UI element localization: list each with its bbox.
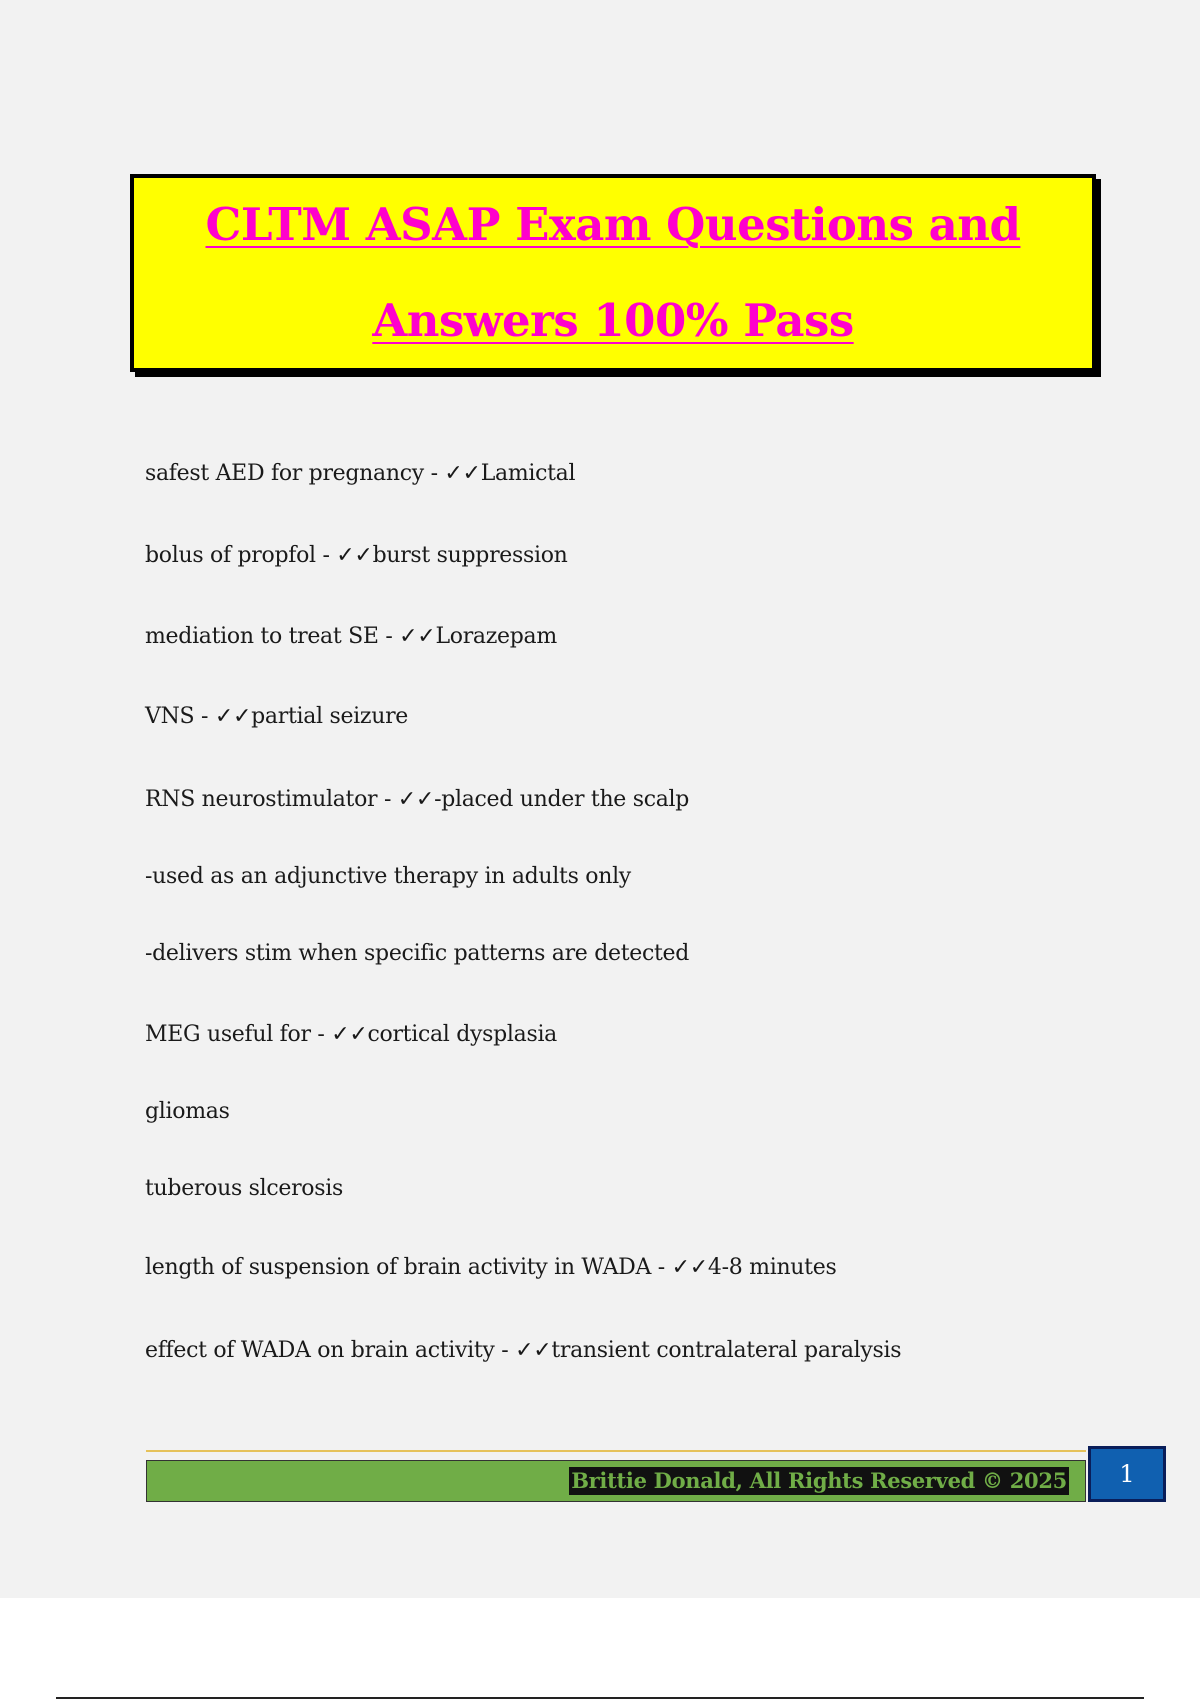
page-number: 1 — [1119, 1460, 1135, 1488]
answer-text: transient contralateral paralysis — [551, 1338, 902, 1363]
double-check-icon: ✓✓ — [515, 1338, 552, 1363]
double-check-icon: ✓✓ — [331, 1022, 368, 1047]
question-text: length of suspension of brain activity in WADA - — [145, 1255, 672, 1280]
qa-continuation — [145, 1099, 230, 1124]
question-text: RNS neurostimulator - — [145, 787, 398, 812]
question-text: effect of WADA on brain activity - — [145, 1338, 516, 1363]
double-check-icon: ✓✓ — [671, 1255, 708, 1280]
bottom-divider — [56, 1697, 1144, 1699]
answer-text: -placed under the scalp — [434, 787, 690, 812]
qa-entry — [145, 704, 408, 729]
question-text: safest AED for pregnancy - — [145, 461, 445, 486]
double-check-icon: ✓✓ — [444, 461, 481, 486]
continuation-text: tuberous slcerosis — [145, 1176, 343, 1201]
double-check-icon: ✓✓ — [214, 704, 252, 729]
answer-text: partial seizure — [251, 704, 409, 729]
title-line-1: CLTM ASAP Exam Questions and — [205, 198, 1021, 251]
double-check-icon: ✓✓ — [397, 787, 435, 812]
qa-continuation — [145, 864, 631, 889]
question-text: MEG useful for - — [145, 1022, 332, 1047]
page-number-box — [1088, 1446, 1166, 1502]
qa-continuation — [145, 941, 689, 966]
answer-text: Lorazepam — [435, 624, 557, 649]
qa-entry — [145, 1022, 557, 1047]
qa-entry — [145, 624, 557, 649]
qa-entry — [145, 1338, 901, 1363]
answer-text: 4-8 minutes — [707, 1255, 837, 1280]
double-check-icon: ✓✓ — [399, 624, 436, 649]
qa-continuation — [145, 1176, 343, 1201]
question-text: VNS - — [145, 704, 215, 729]
qa-entry — [145, 1255, 836, 1280]
question-text: mediation to treat SE - — [145, 624, 400, 649]
footer-divider — [146, 1450, 1086, 1452]
answer-text: Lamictal — [480, 461, 576, 486]
continuation-text: gliomas — [145, 1099, 230, 1124]
question-text: bolus of propfol - — [145, 543, 337, 568]
title-box — [130, 174, 1096, 372]
double-check-icon: ✓✓ — [336, 543, 373, 568]
footer-bar — [146, 1460, 1086, 1502]
copyright-text: Brittie Donald, All Rights Reserved © 2025 — [571, 1468, 1067, 1493]
qa-entry — [145, 461, 575, 486]
answer-text: burst suppression — [372, 543, 568, 568]
answer-text: cortical dysplasia — [367, 1022, 557, 1047]
title-line-2: Answers 100% Pass — [372, 294, 854, 347]
qa-entry — [145, 787, 689, 812]
continuation-text: -delivers stim when specific patterns are detected — [145, 941, 690, 966]
continuation-text: -used as an adjunctive therapy in adults only — [145, 864, 631, 889]
qa-entry — [145, 543, 568, 568]
